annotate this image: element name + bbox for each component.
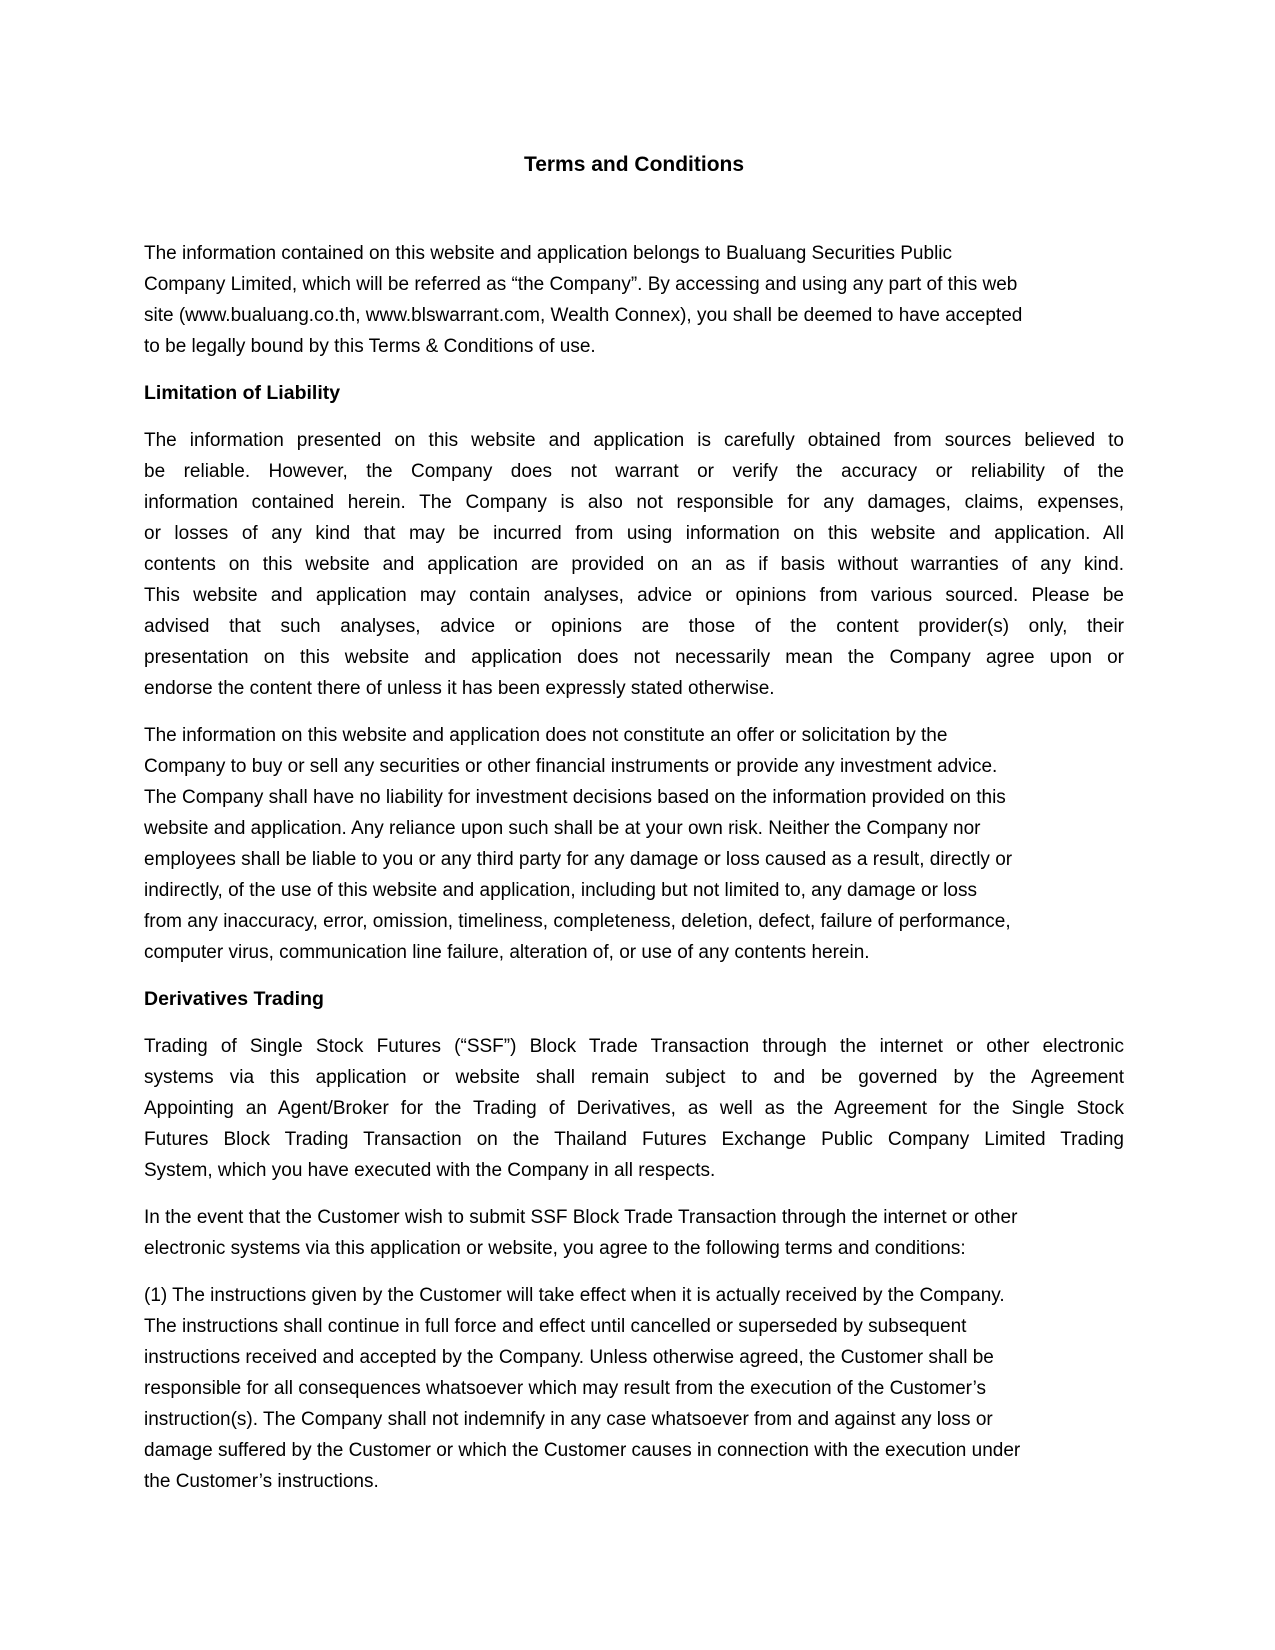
- document-body: [144, 238, 1124, 1497]
- paragraph-line: The Company shall have no liability for investment decisions based on the information provided on this: [144, 787, 1006, 808]
- paragraph: [144, 238, 1124, 362]
- paragraph-line: electronic systems via this application or website, you agree to the following terms and conditions:: [144, 1238, 966, 1259]
- paragraph-line: responsible for all consequences whatsoever which may result from the execution of the Customer’s: [144, 1378, 987, 1399]
- paragraph-line: In the event that the Customer wish to submit SSF Block Trade Transaction through the internet or other: [144, 1207, 1018, 1228]
- paragraph-line: to be legally bound by this Terms & Conditions of use.: [144, 336, 596, 357]
- paragraph-line: endorse the content there of unless it has been expressly stated otherwise.: [144, 678, 775, 699]
- paragraph: [144, 1280, 1124, 1497]
- section-heading: Derivatives Trading: [144, 988, 324, 1010]
- paragraph-line: advised that such analyses, advice or opinions are those of the content provider(s) only, their: [144, 616, 1124, 637]
- paragraph-line: The instructions shall continue in full force and effect until cancelled or superseded by subsequent: [144, 1316, 967, 1337]
- paragraph-line: be reliable. However, the Company does not warrant or verify the accuracy or reliability of the: [144, 461, 1124, 482]
- paragraph-line: Futures Block Trading Transaction on the Thailand Futures Exchange Public Company Limited Trading: [144, 1129, 1124, 1150]
- paragraph: [144, 1031, 1124, 1186]
- paragraph-line: computer virus, communication line failure, alteration of, or use of any contents herein.: [144, 942, 870, 963]
- section-heading: Limitation of Liability: [144, 382, 341, 404]
- paragraph-line: Company to buy or sell any securities or other financial instruments or provide any investment advice.: [144, 756, 998, 777]
- paragraph-line: site (www.bualuang.co.th, www.blswarrant.com, Wealth Connex), you shall be deemed to have accepted: [144, 305, 1023, 326]
- paragraph-line: or losses of any kind that may be incurred from using information on this website and application. All: [144, 523, 1124, 544]
- paragraph: [144, 425, 1124, 704]
- paragraph-line: systems via this application or website shall remain subject to and be governed by the Agreement: [144, 1067, 1124, 1088]
- paragraph-line: The information presented on this website and application is carefully obtained from sources believed to: [144, 430, 1124, 451]
- paragraph-line: The information on this website and application does not constitute an offer or solicitation by the: [144, 725, 948, 746]
- paragraph-line: website and application. Any reliance upon such shall be at your own risk. Neither the Company nor: [144, 818, 981, 839]
- paragraph-line: information contained herein. The Company is also not responsible for any damages, claims, expenses,: [144, 492, 1124, 513]
- paragraph-line: The information contained on this website and application belongs to Bualuang Securities Public: [144, 243, 953, 264]
- paragraph: [144, 1202, 1124, 1264]
- paragraph-line: contents on this website and application are provided on an as if basis without warranties of any kind.: [144, 554, 1124, 575]
- paragraph-line: Appointing an Agent/Broker for the Trading of Derivatives, as well as the Agreement for the Single Stock: [144, 1098, 1124, 1119]
- paragraph-line: damage suffered by the Customer or which the Customer causes in connection with the execution under: [144, 1440, 1021, 1461]
- paragraph-line: System, which you have executed with the Company in all respects.: [144, 1160, 716, 1181]
- paragraph-line: instruction(s). The Company shall not indemnify in any case whatsoever from and against any loss or: [144, 1409, 993, 1430]
- paragraph-line: indirectly, of the use of this website and application, including but not limited to, any damage or loss: [144, 880, 977, 901]
- paragraph: [144, 720, 1124, 968]
- paragraph-line: from any inaccuracy, error, omission, timeliness, completeness, deletion, defect, failure of performance,: [144, 911, 1011, 932]
- paragraph-line: Trading of Single Stock Futures (“SSF”) Block Trade Transaction through the internet or other electronic: [144, 1036, 1124, 1057]
- paragraph-line: Company Limited, which will be referred as “the Company”. By accessing and using any part of this web: [144, 274, 1018, 295]
- paragraph-line: employees shall be liable to you or any third party for any damage or loss caused as a result, directly or: [144, 849, 1013, 870]
- paragraph-line: the Customer’s instructions.: [144, 1471, 379, 1492]
- paragraph-line: (1) The instructions given by the Customer will take effect when it is actually received by the Company.: [144, 1285, 1005, 1306]
- paragraph-line: This website and application may contain analyses, advice or opinions from various sourced. Please be: [144, 585, 1124, 606]
- document-title: Terms and Conditions: [523, 153, 745, 176]
- paragraph-line: presentation on this website and application does not necessarily mean the Company agree upon or: [144, 647, 1124, 668]
- paragraph-line: instructions received and accepted by the Company. Unless otherwise agreed, the Customer shall be: [144, 1347, 994, 1368]
